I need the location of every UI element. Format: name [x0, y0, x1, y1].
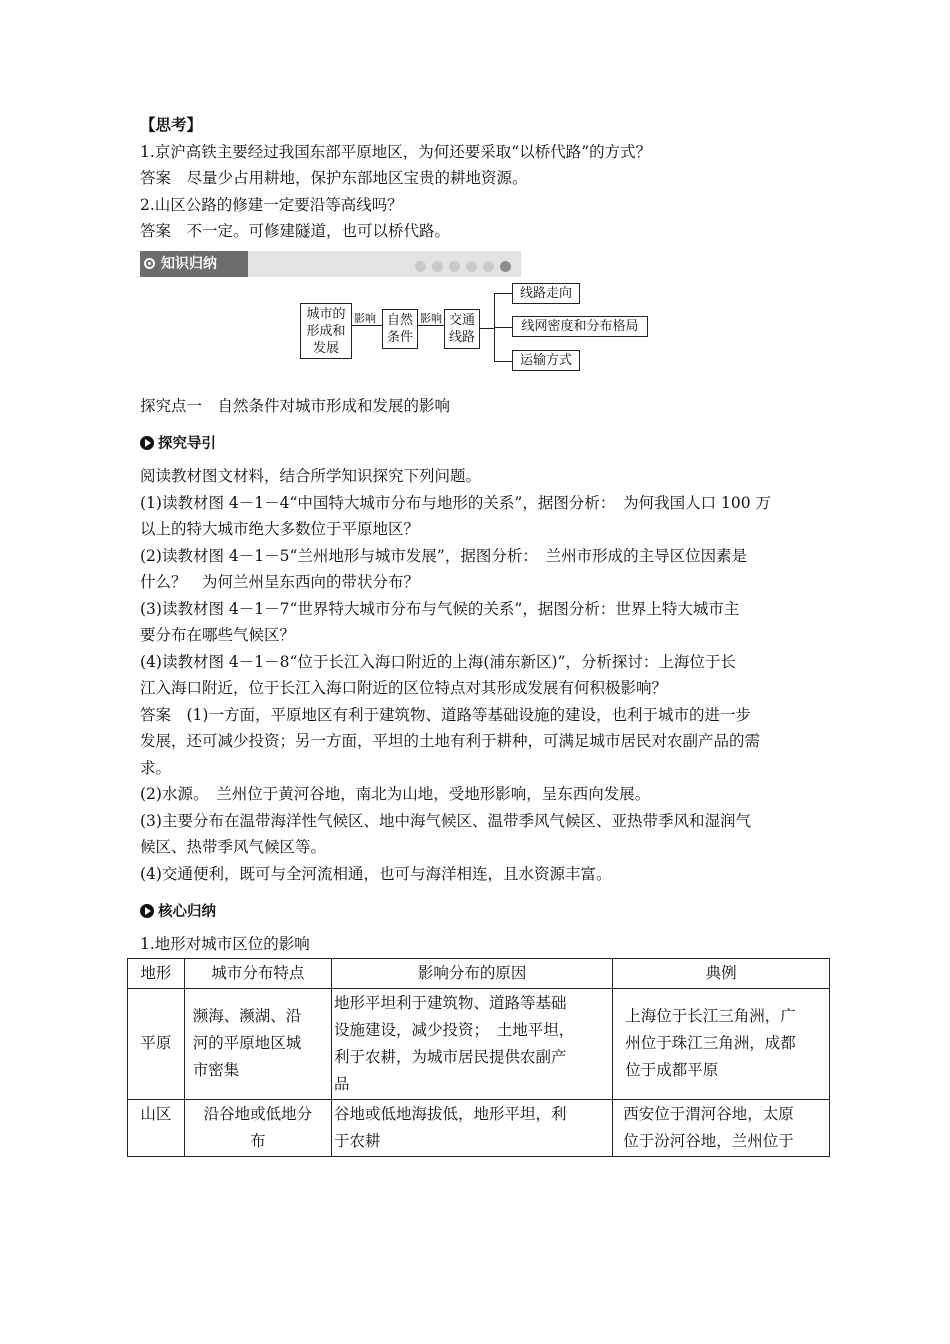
- table-row: [128, 988, 830, 1099]
- dot-icon: [415, 261, 426, 272]
- branch-network-density: 线网密度和分布格局: [512, 316, 648, 337]
- cell-line: 设施建设，减少投资； 土地平坦，: [333, 1020, 575, 1039]
- terrain-influence-table: [127, 958, 830, 1157]
- table-cell-terrain: 山区: [128, 1099, 185, 1156]
- cell-line: 州位于珠江三角洲，成都: [625, 1034, 796, 1052]
- box-traffic-lines: [444, 309, 480, 349]
- table-header: 地形: [128, 958, 185, 988]
- cell-line: 布: [250, 1131, 266, 1150]
- box-line: 城市的: [306, 306, 346, 322]
- answer-line: (3)主要分布在温带海洋性气候区、地中海气候区、温带季风气候区、亚热带季风和湿润气: [140, 811, 751, 830]
- table-cell-feature: [184, 1099, 331, 1156]
- core-subtitle: 1.地形对城市区位的影响: [140, 935, 310, 953]
- concept-diagram: [140, 277, 830, 387]
- cell-line: 沿谷地或低地分: [203, 1104, 313, 1123]
- knowledge-summary-banner: [140, 251, 521, 277]
- guide-line: 以上的特大城市绝大多数位于平原地区？: [140, 520, 420, 538]
- table-header-row: [128, 958, 830, 988]
- answer-line: 答案 (1)一方面，平原地区有利于建筑物、道路等基础设施的建设，也利于城市的进一步: [140, 705, 751, 724]
- answer-line: 发展，还可减少投资；另一方面，平坦的土地有利于耕种，可满足城市居民对农副产品的需: [140, 732, 761, 750]
- box-line: 形成和: [306, 323, 346, 339]
- box-natural-conditions: [382, 309, 418, 349]
- cell-line: 于农耕: [333, 1131, 381, 1150]
- box-city-development: [300, 303, 352, 359]
- play-circle-icon: [140, 904, 154, 918]
- guide-line: 江入海口附近，位于长江入海口附近的区位特点对其形成发展有何积极影响？: [140, 679, 668, 697]
- guide-line: (4)读教材图 4－1－8“位于长江入海口附近的上海(浦东新区)”，分析探讨：上海位于长: [140, 652, 736, 671]
- arrow-label-1: 影响: [354, 311, 376, 325]
- dot-icon: [483, 261, 494, 272]
- cell-line: 河的平原地区城: [192, 1034, 302, 1052]
- cell-line: 濒海、濒湖、沿: [192, 1007, 302, 1025]
- think-question-2: 2.山区公路的修建一定要沿等高线吗？: [140, 195, 403, 214]
- target-icon: [144, 258, 155, 269]
- banner-tag: [140, 251, 248, 277]
- arrow-label-2: 影响: [420, 311, 442, 325]
- answer-line: (4)交通便利，既可与全河流相通，也可与海洋相连，且水资源丰富。: [140, 864, 612, 883]
- box-line: 线路: [448, 329, 475, 345]
- think-question-1: 1.京沪高铁主要经过我国东部平原地区，为何还要采取“以桥代路”的方式？: [140, 142, 652, 161]
- table-cell-example: [613, 988, 830, 1099]
- branch-line: [480, 328, 494, 329]
- document-page: [140, 112, 830, 1157]
- branch-line: [494, 293, 512, 294]
- dot-icon: [449, 261, 460, 272]
- cell-line: 品: [333, 1074, 350, 1093]
- branch-transport-mode: 运输方式: [512, 350, 580, 371]
- cell-line: 利于农耕，为城市居民提供农副产: [333, 1047, 567, 1066]
- think-answer-1: 答案 尽量少占用耕地，保护东部地区宝贵的耕地资源。: [140, 169, 528, 187]
- dot-icon: [500, 261, 511, 272]
- guide-line: (1)读教材图 4－1－4“中国特大城市分布与地形的关系”，据图分析： 为何我国人口 100 万: [140, 493, 772, 512]
- dot-icon: [432, 261, 443, 272]
- banner-dots: [409, 258, 511, 276]
- core-heading: [140, 899, 830, 925]
- table-cell-feature: [184, 988, 331, 1099]
- table-header: 城市分布特点: [184, 958, 331, 988]
- cell-line: 上海位于长江三角洲，广: [625, 1007, 796, 1025]
- core-heading-label: 核心归纳: [158, 904, 216, 920]
- cell-line: 谷地或低地海拔低，地形平坦，利: [333, 1104, 567, 1123]
- box-line: 条件: [386, 329, 413, 345]
- box-line: 交通: [448, 312, 475, 328]
- explore-point-title: 探究点一 自然条件对城市形成和发展的影响: [140, 396, 451, 415]
- table-header: 影响分布的原因: [331, 958, 612, 988]
- guide-line: 要分布在哪些气候区？: [140, 626, 296, 644]
- answer-line: 候区、热带季风气候区等。: [140, 838, 327, 856]
- answer-line: (2)水源。 兰州位于黄河谷地，南北为山地，受地形影响，呈东西向发展。: [140, 785, 651, 803]
- guide-line: (3)读教材图 4－1－7“世界特大城市分布与气候的关系”，据图分析：世界上特大城市主: [140, 599, 740, 618]
- guide-line: 什么？ 为何兰州呈东西向的带状分布？: [140, 573, 420, 591]
- cell-line: 市密集: [192, 1061, 240, 1079]
- banner-label: 知识归纳: [161, 255, 217, 272]
- guide-heading-label: 探究导引: [158, 436, 216, 452]
- box-line: 发展: [312, 340, 339, 356]
- answer-line: 求。: [140, 758, 172, 777]
- dot-icon: [466, 261, 477, 272]
- table-row: [128, 1099, 830, 1156]
- branch-route-direction: 线路走向: [512, 283, 580, 304]
- branch-line: [494, 327, 512, 328]
- branch-line: [494, 361, 512, 362]
- cell-line: 位于成都平原: [625, 1061, 719, 1079]
- table-cell-reason: [331, 988, 612, 1099]
- box-line: 自然: [386, 312, 413, 328]
- think-title: 【思考】: [140, 115, 203, 134]
- guide-intro: 阅读教材图文材料，结合所学知识探究下列问题。: [140, 467, 482, 485]
- table-header: 典例: [613, 958, 830, 988]
- cell-line: 位于汾河谷地，兰州位于: [623, 1131, 794, 1150]
- table-cell-terrain: 平原: [128, 988, 185, 1099]
- cell-line: 西安位于渭河谷地，太原: [623, 1104, 794, 1123]
- guide-line: (2)读教材图 4－1－5“兰州地形与城市发展”，据图分析： 兰州市形成的主导区位因素是: [140, 546, 748, 565]
- table-cell-example: [613, 1099, 830, 1156]
- table-cell-reason: [331, 1099, 612, 1156]
- cell-line: 地形平坦利于建筑物、道路等基础: [333, 993, 567, 1012]
- guide-heading: [140, 431, 830, 457]
- play-circle-icon: [140, 436, 154, 450]
- think-answer-2: 答案 不一定。可修建隧道，也可以桥代路。: [140, 222, 451, 240]
